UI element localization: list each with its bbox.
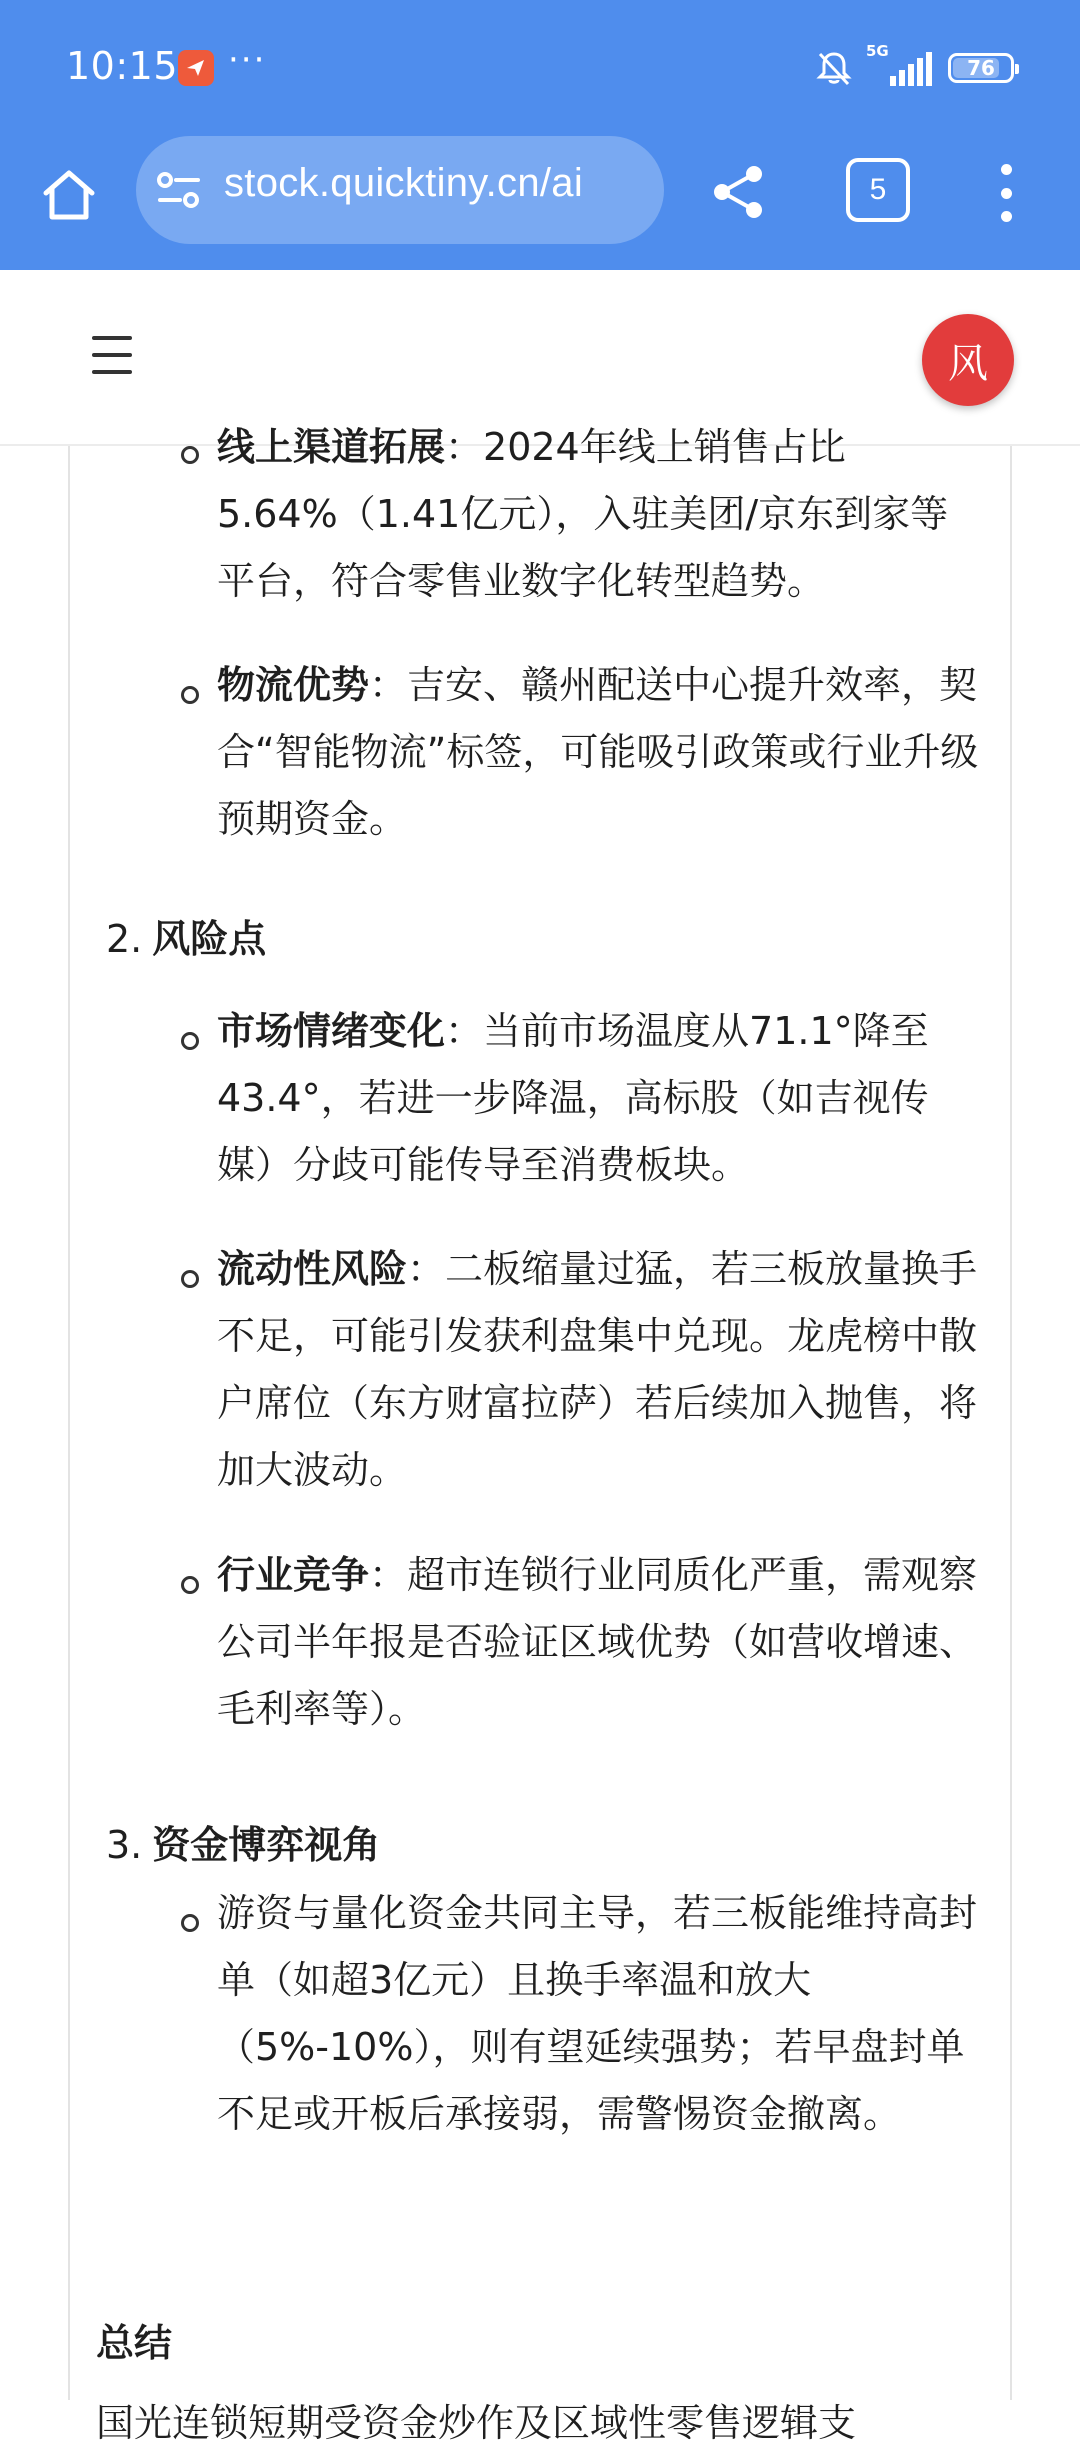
item-text: ：吉安、赣州配送中心提升效率，契合“智能物流”标签，可能吸引政策或行业升级预期资金。 (217, 663, 979, 841)
bullet-circle-icon (181, 446, 199, 464)
bullet-circle-icon (181, 1032, 199, 1050)
list-item-capital-game (217, 1880, 982, 2148)
section-number: 3. (106, 1823, 143, 1867)
item-lead: 物流优势 (217, 663, 370, 707)
list-item-liquidity-risk (217, 1236, 982, 1504)
item-lead: 流动性风险 (217, 1247, 408, 1291)
bullet-circle-icon (181, 1576, 199, 1594)
status-time: 10:15 (66, 44, 179, 88)
home-button[interactable] (34, 160, 104, 230)
item-text: ：当前市场温度从71.1°降至43.4°，若进一步降温，高标股（如吉视传媒）分歧可能传导至消费板块。 (217, 1009, 929, 1187)
section-title-text: 风险点 (152, 917, 267, 961)
share-button[interactable] (698, 152, 778, 232)
status-bar (0, 0, 1080, 136)
address-bar[interactable] (136, 136, 664, 244)
brand-avatar[interactable]: 风 (922, 314, 1014, 406)
battery-icon (948, 53, 1014, 83)
bullet-circle-icon (181, 1914, 199, 1932)
status-icons (814, 42, 1014, 90)
home-icon (40, 167, 98, 223)
item-lead: 行业竞争 (217, 1553, 370, 1597)
notification-app-icon (178, 50, 214, 86)
signal-icon (866, 42, 934, 88)
section-heading-capital-game (106, 1812, 380, 1879)
bullet-circle-icon (181, 1270, 199, 1288)
summary-heading: 总结 (96, 2321, 173, 2365)
summary-text: 国光连锁短期受资金炒作及区域性零售逻辑支 (96, 2401, 857, 2445)
more-notifications-icon: ··· (228, 40, 267, 80)
item-text: 游资与量化资金共同主导，若三板能维持高封单（如超3亿元）且换手率温和放大（5%-10%），则有望延续强势；若早盘封单不足或开板后承接弱，需警惕资金撤离。 (217, 1891, 978, 2136)
section-title-text: 资金博弈视角 (152, 1823, 381, 1867)
section-heading-risks (106, 906, 266, 973)
list-item-industry-competition (217, 1542, 982, 1743)
tab-switcher-button[interactable]: 5 (846, 158, 910, 222)
browser-chrome (0, 0, 1080, 270)
site-settings-icon[interactable] (156, 170, 202, 210)
item-lead: 线上渠道拓展 (217, 425, 446, 469)
battery-level: 76 (967, 56, 995, 80)
item-text: ：超市连锁行业同质化严重，需观察公司半年报是否验证区域优势（如营收增速、毛利率等）。 (217, 1553, 978, 1731)
menu-dot-icon (1001, 164, 1012, 175)
url-text[interactable]: stock.quicktiny.cn/ai (224, 161, 584, 205)
list-item-online-channel (217, 414, 982, 615)
share-icon (708, 162, 768, 222)
menu-dot-icon (1001, 211, 1012, 222)
menu-dot-icon (1001, 188, 1012, 199)
overflow-menu-button[interactable] (986, 158, 1026, 228)
item-lead: 市场情绪变化 (217, 1009, 446, 1053)
list-item-market-sentiment (217, 998, 982, 1199)
browser-toolbar (0, 136, 1080, 270)
network-type: 5G (866, 42, 889, 60)
hamburger-menu-icon[interactable] (92, 336, 132, 374)
list-item-logistics (217, 652, 982, 853)
item-text: ：2024年线上销售占比5.64%（1.41亿元），入驻美团/京东到家等平台，符合零售业数字化转型趋势。 (217, 425, 949, 603)
article-card (68, 425, 1012, 2445)
bullet-circle-icon (181, 686, 199, 704)
section-number: 2. (106, 917, 143, 961)
item-text: ：二板缩量过猛，若三板放量换手不足，可能引发获利盘集中兑现。龙虎榜中散户席位（东方财富拉萨）若后续加入抛售，将加大波动。 (217, 1247, 978, 1492)
mute-bell-icon (814, 48, 854, 88)
